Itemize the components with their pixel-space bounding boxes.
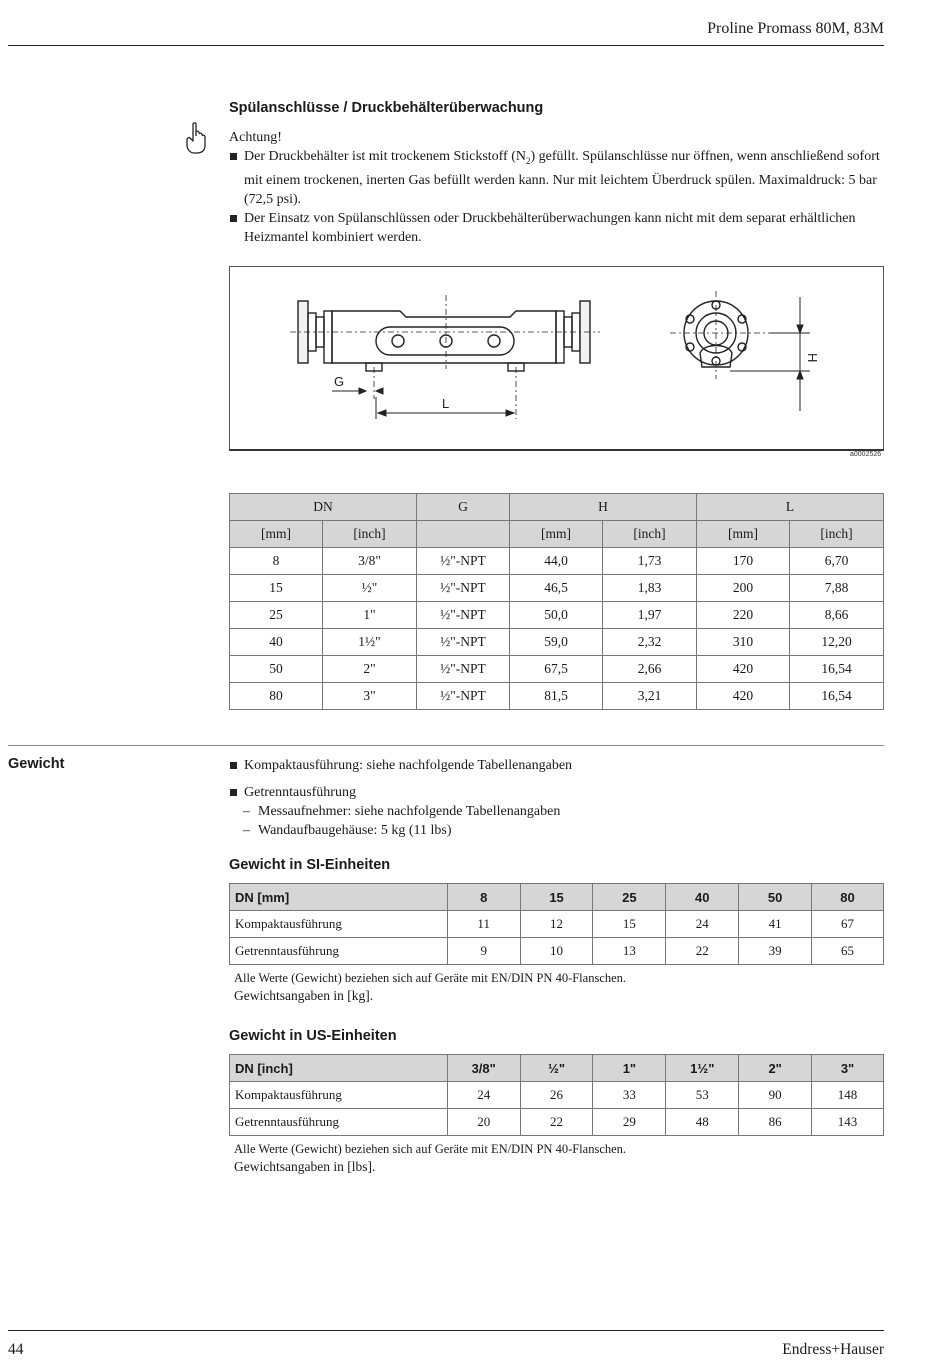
table-cell: ½"-NPT: [417, 602, 510, 629]
si-header-row: [230, 884, 884, 911]
table-row: [230, 1082, 884, 1109]
table-cell: 310: [697, 629, 790, 656]
table-cell: 90: [739, 1082, 812, 1109]
table-cell: 40: [230, 629, 323, 656]
weight-us-table: [229, 1054, 884, 1136]
table-cell: 1,97: [603, 602, 697, 629]
dim-unit-row: [230, 521, 884, 548]
page-number: 44: [8, 1341, 24, 1358]
table-cell: 1,83: [603, 575, 697, 602]
table-cell: 50,0: [510, 602, 603, 629]
table-cell: 67,5: [510, 656, 603, 683]
table-cell: 25: [593, 884, 666, 911]
dimension-table: [229, 493, 884, 710]
section-title: Spülanschlüsse / Druckbehälterüberwachung: [229, 100, 544, 116]
bullet-1-text-b: ) gefüllt. Spülanschlüsse nur öffnen, wenn anschließend sofort mit einem trockenen, inerten Gas befüllt werden kann. Nur mit leichtem Überdruck spülen. Maximaldruck: 5 bar (72,5 psi).: [244, 149, 880, 207]
unit-cell: [mm]: [510, 521, 603, 548]
table-cell: 10: [520, 938, 593, 965]
weight-list: [229, 756, 879, 840]
dimension-drawing: [229, 266, 884, 451]
table-cell: 16,54: [790, 683, 884, 710]
us-note-line-2: Gewichtsangaben in [lbs].: [234, 1159, 376, 1174]
caution-bullet-1: [229, 147, 889, 209]
us-header-row: [230, 1055, 884, 1082]
header-rule: [8, 45, 884, 46]
table-cell: 40: [666, 884, 739, 911]
table-cell: 50: [739, 884, 812, 911]
table-row: [230, 629, 884, 656]
table-cell: 2,32: [603, 629, 697, 656]
figure-code: a0002526: [850, 451, 882, 458]
table-cell: 1": [323, 602, 417, 629]
table-row: [230, 656, 884, 683]
table-cell: DN [mm]: [230, 884, 448, 911]
table-cell: 22: [666, 938, 739, 965]
si-table-title: Gewicht in SI-Einheiten: [229, 857, 391, 873]
table-cell: 15: [230, 575, 323, 602]
table-cell: 80: [230, 683, 323, 710]
si-note-line-2: Gewichtsangaben in [kg].: [234, 988, 374, 1003]
label-g: G: [334, 374, 345, 389]
table-row: [230, 575, 884, 602]
caution-block: [229, 128, 889, 247]
table-cell: 25: [230, 602, 323, 629]
table-cell: 3": [323, 683, 417, 710]
table-cell: 13: [593, 938, 666, 965]
footer-rule: [8, 1330, 884, 1331]
caution-label: Achtung!: [229, 130, 282, 145]
weight-subitem-sensor: – Messaufnehmer: siehe nachfolgende Tabellenangaben: [229, 802, 879, 821]
weight-side-label: Gewicht: [8, 756, 65, 772]
weight-item-remote: Getrenntausführung: [229, 783, 879, 802]
table-cell: 3,21: [603, 683, 697, 710]
table-row: [230, 938, 884, 965]
table-cell: 26: [520, 1082, 593, 1109]
table-cell: Kompaktausführung: [230, 1082, 448, 1109]
table-cell: ½": [520, 1055, 593, 1082]
table-cell: 3/8": [447, 1055, 520, 1082]
table-cell: 420: [697, 656, 790, 683]
table-cell: 2": [323, 656, 417, 683]
unit-cell-empty: [417, 521, 510, 548]
table-cell: 1": [593, 1055, 666, 1082]
header-title: Proline Promass 80M, 83M: [707, 20, 884, 37]
table-cell: 24: [447, 1082, 520, 1109]
table-cell: 1,73: [603, 548, 697, 575]
table-cell: ½"-NPT: [417, 575, 510, 602]
table-cell: 48: [666, 1109, 739, 1136]
table-cell: 1½": [666, 1055, 739, 1082]
label-h: H: [805, 353, 820, 363]
table-cell: 148: [812, 1082, 884, 1109]
us-table-title: Gewicht in US-Einheiten: [229, 1028, 397, 1044]
drawing-svg: [230, 267, 883, 449]
unit-cell: [inch]: [603, 521, 697, 548]
bullet-1-subscript: 2: [526, 155, 531, 166]
table-cell: ½"-NPT: [417, 629, 510, 656]
table-cell: ½"-NPT: [417, 548, 510, 575]
table-cell: Getrenntausführung: [230, 1109, 448, 1136]
us-note: [234, 1141, 626, 1175]
table-cell: 44,0: [510, 548, 603, 575]
table-cell: ½"-NPT: [417, 656, 510, 683]
table-cell: 81,5: [510, 683, 603, 710]
table-cell: 420: [697, 683, 790, 710]
table-cell: Kompaktausführung: [230, 911, 448, 938]
footer-brand: Endress+Hauser: [782, 1341, 884, 1358]
unit-cell: [inch]: [323, 521, 417, 548]
table-cell: Getrenntausführung: [230, 938, 448, 965]
table-cell: 8: [447, 884, 520, 911]
table-cell: 80: [812, 884, 884, 911]
table-cell: 8,66: [790, 602, 884, 629]
si-note-line-1: Alle Werte (Gewicht) beziehen sich auf Geräte mit EN/DIN PN 40-Flanschen.: [234, 971, 627, 985]
pointing-hand-icon: [184, 122, 208, 156]
dim-header-row: [230, 494, 884, 521]
table-cell: 1½": [323, 629, 417, 656]
table-cell: 7,88: [790, 575, 884, 602]
si-note: [234, 970, 626, 1004]
weight-subitem-housing: – Wandaufbaugehäuse: 5 kg (11 lbs): [229, 821, 879, 840]
dim-header-l: L: [697, 494, 884, 521]
label-l: L: [442, 396, 450, 411]
table-row: [230, 548, 884, 575]
table-cell: 39: [739, 938, 812, 965]
section-divider: [8, 745, 884, 746]
table-cell: 53: [666, 1082, 739, 1109]
table-cell: 20: [447, 1109, 520, 1136]
table-cell: 200: [697, 575, 790, 602]
us-note-line-1: Alle Werte (Gewicht) beziehen sich auf Geräte mit EN/DIN PN 40-Flanschen.: [234, 1142, 627, 1156]
unit-cell: [mm]: [230, 521, 323, 548]
table-cell: 8: [230, 548, 323, 575]
table-cell: 12: [520, 911, 593, 938]
table-cell: 3/8": [323, 548, 417, 575]
table-cell: 59,0: [510, 629, 603, 656]
table-cell: 50: [230, 656, 323, 683]
dim-header-dn: DN: [230, 494, 417, 521]
dim-header-g: G: [417, 494, 510, 521]
table-cell: 86: [739, 1109, 812, 1136]
weight-si-table: [229, 883, 884, 965]
table-cell: ½"-NPT: [417, 683, 510, 710]
bullet-1-text-a: Der Druckbehälter ist mit trockenem Stickstoff (N: [244, 149, 526, 164]
table-cell: 24: [666, 911, 739, 938]
table-row: [230, 911, 884, 938]
table-cell: 33: [593, 1082, 666, 1109]
table-cell: DN [inch]: [230, 1055, 448, 1082]
table-cell: 15: [593, 911, 666, 938]
table-cell: 2": [739, 1055, 812, 1082]
table-row: [230, 683, 884, 710]
table-cell: 15: [520, 884, 593, 911]
table-cell: 3": [812, 1055, 884, 1082]
caution-bullet-2: Der Einsatz von Spülanschlüssen oder Druckbehälterüberwachungen kann nicht mit dem separat erhältlichen Heizmantel kombiniert werden.: [229, 209, 889, 247]
table-cell: 65: [812, 938, 884, 965]
unit-cell: [inch]: [790, 521, 884, 548]
table-cell: 2,66: [603, 656, 697, 683]
table-cell: ½": [323, 575, 417, 602]
table-cell: 67: [812, 911, 884, 938]
table-cell: 143: [812, 1109, 884, 1136]
table-cell: 11: [447, 911, 520, 938]
table-cell: 12,20: [790, 629, 884, 656]
table-cell: 41: [739, 911, 812, 938]
table-row: [230, 1109, 884, 1136]
table-row: [230, 602, 884, 629]
table-cell: 170: [697, 548, 790, 575]
dim-header-h: H: [510, 494, 697, 521]
table-cell: 6,70: [790, 548, 884, 575]
weight-item-compact: Kompaktausführung: siehe nachfolgende Tabellenangaben: [229, 756, 879, 775]
table-cell: 16,54: [790, 656, 884, 683]
table-cell: 29: [593, 1109, 666, 1136]
table-cell: 220: [697, 602, 790, 629]
unit-cell: [mm]: [697, 521, 790, 548]
table-cell: 46,5: [510, 575, 603, 602]
table-cell: 9: [447, 938, 520, 965]
table-cell: 22: [520, 1109, 593, 1136]
